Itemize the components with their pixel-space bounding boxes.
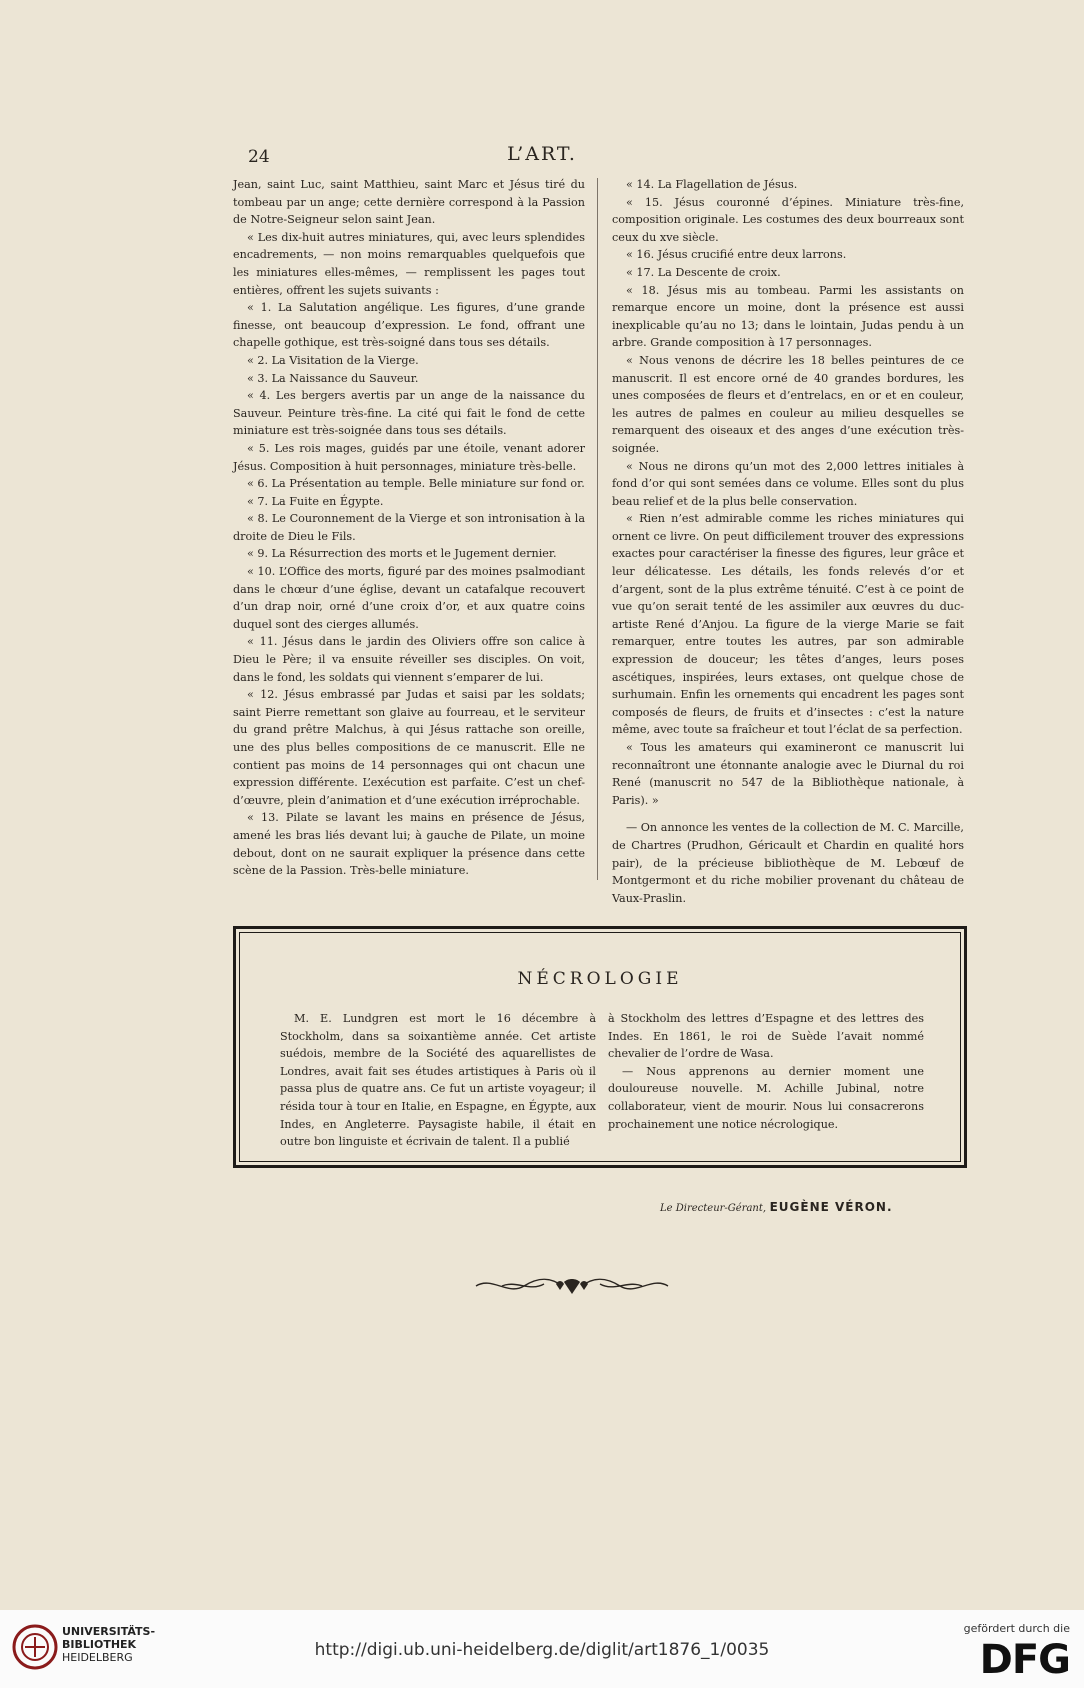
necrologie-title: NÉCROLOGIE <box>517 969 683 989</box>
paragraph: — On annonce les ventes de la collection de M. C. Marcille, de Chartres (Prudhon, Géricault et Chardin en qualité hors pair), de la précieuse bibliothèque de M. Lebœuf de Montgermont et du riche mobilier provenant du château de Vaux-Praslin. <box>612 821 964 905</box>
paragraph: « 3. La Naissance du Sauveur. <box>247 371 419 385</box>
paragraph: « Nous venons de décrire les 18 belles peintures de ce manuscrit. Il est encore orné de 40 grandes bordures, les unes composées de fleurs et d’entrelacs, en or et en couleur, les autres de palmes en couleur au milieu desquelles se remarquent des oiseaux et des anges d’une exécution très-soignée. <box>612 353 964 455</box>
column-divider <box>597 178 598 880</box>
paragraph: à Stockholm des lettres d’Espagne et des lettres des Indes. En 1861, le roi de Suède l’avait nommé chevalier de l’ordre de Wasa. <box>608 1012 924 1061</box>
university-line: UNIVERSITÄTS- <box>62 1625 156 1638</box>
paragraph: « 6. La Présentation au temple. Belle miniature sur fond or. <box>247 477 585 491</box>
paragraph: « Les dix-huit autres miniatures, qui, avec leurs splendides encadrements, — non moins remarquables quelquefois que les miniatures elles-mêmes, — remplissent les pages tout entières, offrent les sujets suivants : <box>233 230 585 297</box>
signature <box>660 1200 893 1214</box>
paragraph: « 11. Jésus dans le jardin des Oliviers offre son calice à Dieu le Père; il va ensuite réveiller ses disciples. On voit, dans le fond, les soldats qui viennent s’emparer de lui. <box>233 635 585 684</box>
necrologie-right-column <box>608 1010 924 1133</box>
running-title: L’ART. <box>507 143 577 165</box>
paragraph: « 10. L’Office des morts, figuré par des moines psalmodiant dans le chœur d’une église, devant un catafalque recouvert d’un drap noir, orné d’une croix d’or, et aux quatre coins duquel sont des cierges allumés. <box>233 565 585 631</box>
paragraph: « 7. La Fuite en Égypte. <box>247 494 384 508</box>
paragraph: « Nous ne dirons qu’un mot des 2,000 lettres initiales à fond d’or qui sont semées dans ce volume. Elles sont du plus beau relief et de la plus belle conservation. <box>612 459 964 508</box>
paragraph: « 12. Jésus embrassé par Judas et saisi par les soldats; saint Pierre remettant son glaive au fourreau, et le serviteur du grand prêtre Malchus, à qui Jésus rattache son oreille, une des plus belles compositions de ce manuscrit. Elle ne contient pas moins de 14 personnages qui ont chacun une expression différente. L’exécution est parfaite. C’est un chef-d’œuvre, plein d’animation et d’une exécution irréprochable. <box>233 688 585 807</box>
paragraph: Jean, saint Luc, saint Matthieu, saint Marc et Jésus tiré du tombeau par un ange; cette dernière correspond à la Passion de Notre-Seigneur selon saint Jean. <box>233 178 585 227</box>
right-column <box>612 176 964 907</box>
paragraph: « Tous les amateurs qui examineront ce manuscrit lui reconnaîtront une étonnante analogie avec le Diurnal du roi René (manuscrit no 547 de la Bibliothèque nationale, à Paris). » <box>612 741 964 807</box>
paragraph: « 8. Le Couronnement de la Vierge et son intronisation à la droite de Dieu le Fils. <box>233 512 585 543</box>
dfg-logo: DFG <box>979 1637 1070 1683</box>
paragraph: « 13. Pilate se lavant les mains en présence de Jésus, amené les bras liés devant lui; à gauche de Pilate, un moine debout, dont on ne saurait expliquer la présence dans cette scène de la Passion. Très-belle miniature. <box>233 811 585 878</box>
paragraph: « Rien n’est admirable comme les riches miniatures qui ornent ce livre. On peut difficilement trouver des expressions exactes pour caractériser la finesse des figures, leur grâce et leur délicatesse. Les détails, les fonds relevés d’or et d’argent, sont de la plus extrême ténuité. C’est à ce point de vue qu’on serait tenté de les assimiler aux œuvres du duc-artiste René d’Anjou. La figure de la vierge Marie se fait remarquer, entre toutes les autres, par son admirable expression de douceur; les têtes d’anges, leurs poses ascétiques, inspirées, leurs extases, ont quelque chose de surhumain. Enfin les ornements qui encadrent les pages sont composés de fleurs, de fruits et d’insectes : c’est la nature même, avec toute sa fraîcheur et tout l’éclat de sa perfection. <box>612 512 964 737</box>
funding-note: gefördert durch die <box>963 1622 1070 1635</box>
paragraph: « 16. Jésus crucifié entre deux larrons. <box>626 248 847 262</box>
university-line: BIBLIOTHEK <box>62 1638 137 1651</box>
paragraph: « 9. La Résurrection des morts et le Jugement dernier. <box>247 547 557 561</box>
source-url[interactable]: http://digi.ub.uni-heidelberg.de/diglit/art1876_1/0035 <box>314 1640 770 1660</box>
paragraph: « 1. La Salutation angélique. Les figures, d’une grande finesse, ont beaucoup d’expression. Le fond, offrant une chapelle gothique, est très-soigné dans tous ses détails. <box>233 301 585 350</box>
paragraph: « 18. Jésus mis au tombeau. Parmi les assistants on remarque encore un moine, dont la présence est aussi inexplicable qu’au no 13; dans le lointain, Judas pendu à un arbre. Grande composition à 17 personnages. <box>612 283 964 350</box>
paragraph: « 5. Les rois mages, guidés par une étoile, venant adorer Jésus. Composition à huit personnages, miniature très-belle. <box>233 441 585 473</box>
ornament-icon <box>472 1268 672 1304</box>
paragraph: « 14. La Flagellation de Jésus. <box>626 178 798 191</box>
paragraph: « 2. La Visitation de la Vierge. <box>247 353 419 367</box>
paragraph: — Nous apprenons au dernier moment une douloureuse nouvelle. M. Achille Jubinal, notre collaborateur, vient de mourir. Nous lui consacrerons prochainement une notice nécrologique. <box>608 1064 924 1131</box>
page-number: 24 <box>248 147 270 167</box>
university-line: HEIDELBERG <box>62 1651 133 1664</box>
signature-label: Le Directeur-Gérant, <box>660 1203 767 1214</box>
signature-name: EUGÈNE VÉRON. <box>769 1200 893 1214</box>
left-column <box>233 176 585 880</box>
digitization-footer <box>0 1610 1084 1688</box>
paragraph: M. E. Lundgren est mort le 16 décembre à Stockholm, dans sa soixantième année. Cet artiste suédois, membre de la Société des aquarellistes de Londres, avait fait ses études artistiques à Paris où il passa plus de quatre ans. Ce fut un artiste voyageur; il résida tour à tour en Italie, en Espagne, en Égypte, aux Indes, en Angleterre. Paysagiste habile, il était en outre bon linguiste et écrivain de talent. Il a publié <box>280 1012 596 1149</box>
paragraph: « 4. Les bergers avertis par un ange de la naissance du Sauveur. Peinture très-fine. La cité qui fait le fond de cette miniature est très-soignée dans tous ses détails. <box>233 389 585 438</box>
paragraph: « 17. La Descente de croix. <box>626 265 781 279</box>
necrologie-box <box>233 926 967 1168</box>
necrologie-left-column <box>280 1010 596 1151</box>
paragraph: « 15. Jésus couronné d’épines. Miniature très-fine, composition originale. Les costumes des deux bourreaux sont ceux du xve siècle. <box>612 195 964 244</box>
